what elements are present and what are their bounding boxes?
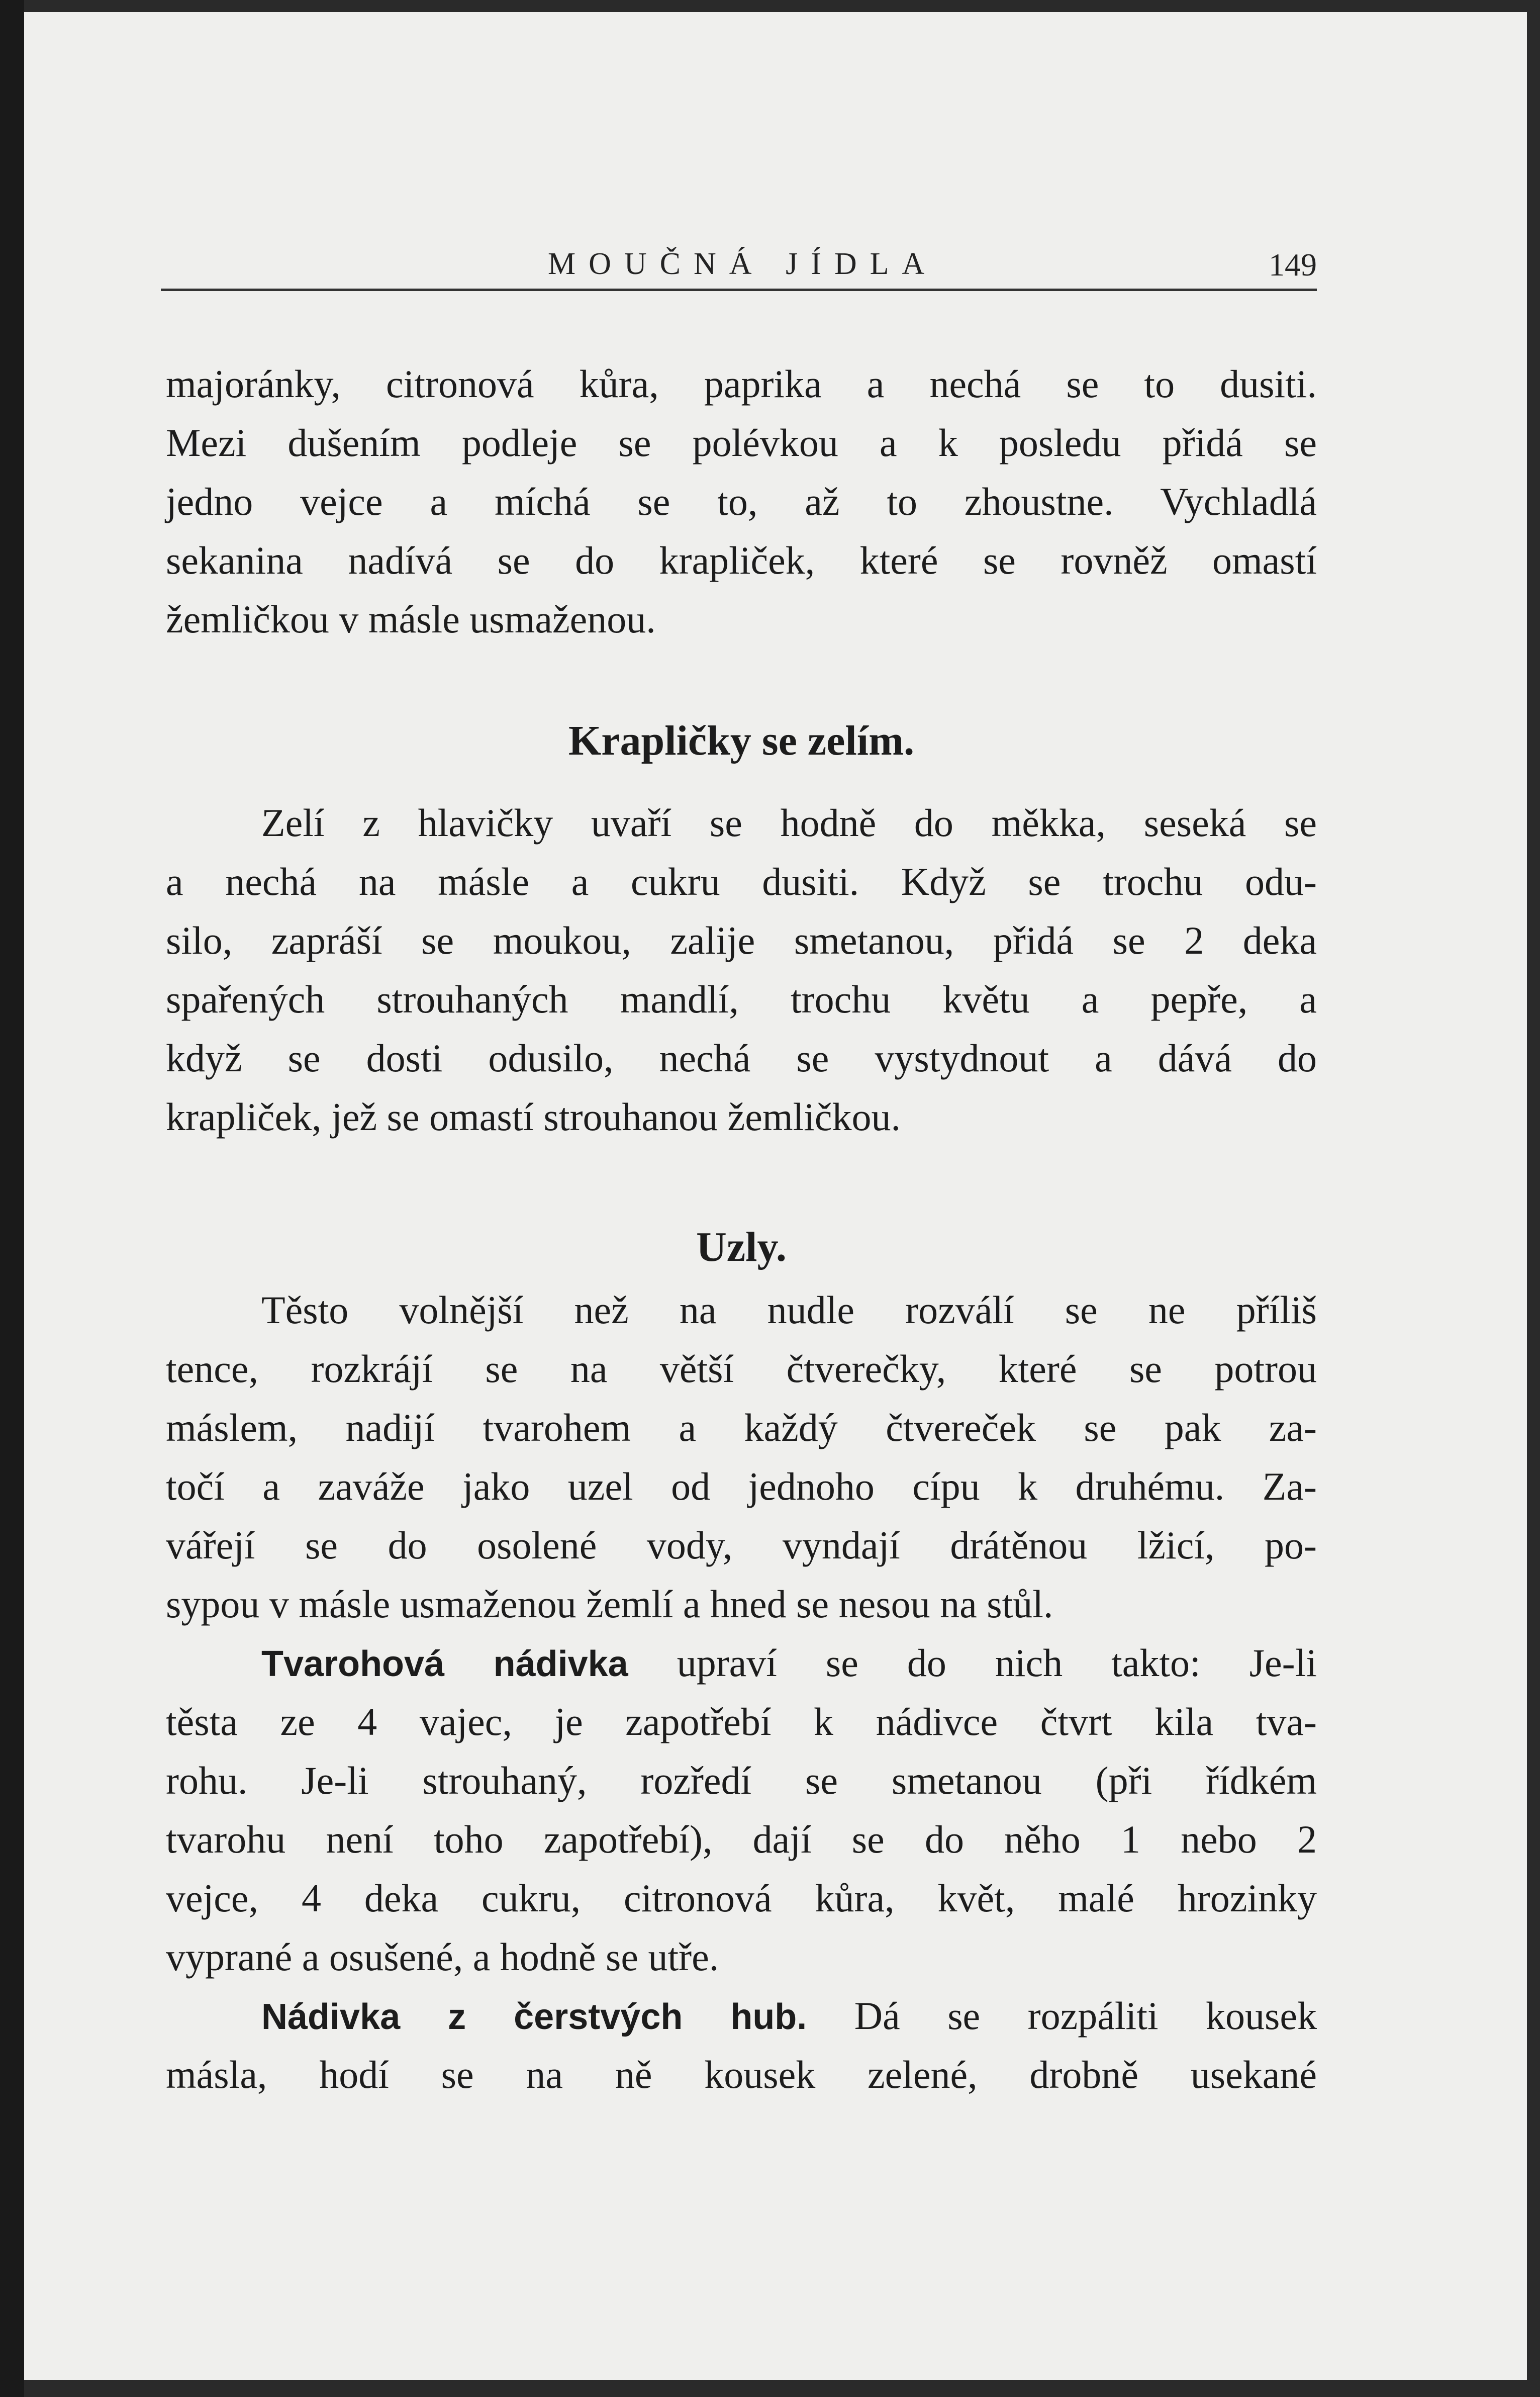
text-line: rohu. Je-li strouhaný, rozředí se smetanou (při řídkém xyxy=(166,1759,1317,1802)
recipe-paragraph-kraplicky xyxy=(166,793,1317,1146)
text-line: těsta ze 4 vajec, je zapotřebí k nádivce čtvrt kila tva- xyxy=(166,1700,1317,1743)
text-line-rest: Dá se rozpáliti kousek xyxy=(807,1994,1317,2038)
paragraph-continuation xyxy=(166,354,1317,649)
page-body xyxy=(166,354,1317,2104)
text-line: máslem, nadijí tvarohem a každý čtvereček se pak za- xyxy=(166,1406,1317,1449)
text-line-rest: upraví se do nich takto: Je-li xyxy=(628,1641,1317,1685)
text-line: másla, hodí se na ně kousek zelené, drobně usekané xyxy=(166,2053,1317,2096)
text-line: sypou v másle usmaženou žemlí a hned se nesou na stůl. xyxy=(166,1582,1053,1626)
text-line: tvarohu není toho zapotřebí), dají se do něho 1 nebo 2 xyxy=(166,1817,1317,1861)
text-line xyxy=(166,1986,1317,2045)
text-line: vyprané a osušené, a hodně se utře. xyxy=(166,1935,719,1979)
text-line: Těsto volnější než na nudle rozválí se ne příliš xyxy=(261,1288,1317,1332)
text-line: vářejí se do osolené vody, vyndají drátěnou lžicí, po- xyxy=(166,1523,1317,1567)
bold-lead-nadivka: Nádivka z čerstvých hub. xyxy=(261,1997,807,2037)
page-header xyxy=(161,246,1317,292)
running-head: MOUČNÁ JÍDLA xyxy=(548,247,938,281)
text-line: tence, rozkrájí se na větší čtverečky, které se potrou xyxy=(166,1347,1317,1391)
text-line: točí a zaváže jako uzel od jednoho cípu k druhému. Za- xyxy=(166,1464,1317,1508)
text-line: majoránky, citronová kůra, paprika a nechá se to dusiti. xyxy=(166,362,1317,406)
recipe-title-uzly: Uzly. xyxy=(696,1224,787,1270)
text-line: spařených strouhaných mandlí, trochu květu a pepře, a xyxy=(166,977,1317,1021)
text-line: vejce, 4 deka cukru, citronová kůra, květ, malé hrozinky xyxy=(166,1876,1317,1920)
recipe-title-kraplicky: Krapličky se zelím. xyxy=(568,717,915,764)
text-line: Mezi dušením podleje se polévkou a k posledu přidá se xyxy=(166,421,1317,465)
text-line: silo, zapráší se moukou, zalije smetanou, přidá se 2 deka xyxy=(166,918,1317,962)
text-line: jedno vejce a míchá se to, až to zhoustne. Vychladlá xyxy=(166,480,1317,523)
recipe-paragraph-tvarohova xyxy=(166,1633,1317,1986)
text-line: Zelí z hlavičky uvaří se hodně do měkka, seseká se xyxy=(261,801,1317,845)
text-line: a nechá na másle a cukru dusiti. Když se trochu odu- xyxy=(166,860,1317,903)
text-line: když se dosti odusilo, nechá se vystydnout a dává do xyxy=(166,1036,1317,1080)
text-line: žemličkou v másle usmaženou. xyxy=(166,597,656,641)
bold-lead-tvarohova: Tvarohová nádivka xyxy=(261,1644,628,1684)
recipe-paragraph-nadivka xyxy=(166,1986,1317,2104)
text-line xyxy=(166,1633,1317,1692)
text-line: sekanina nadívá se do krapliček, které se rovněž omastí xyxy=(166,538,1317,582)
page-number: 149 xyxy=(1269,247,1317,283)
header-rule xyxy=(161,289,1317,291)
recipe-paragraph-uzly xyxy=(166,1280,1317,1633)
book-spine xyxy=(0,0,24,2397)
text-line: krapliček, jež se omastí strouhanou žemličkou. xyxy=(166,1095,901,1139)
